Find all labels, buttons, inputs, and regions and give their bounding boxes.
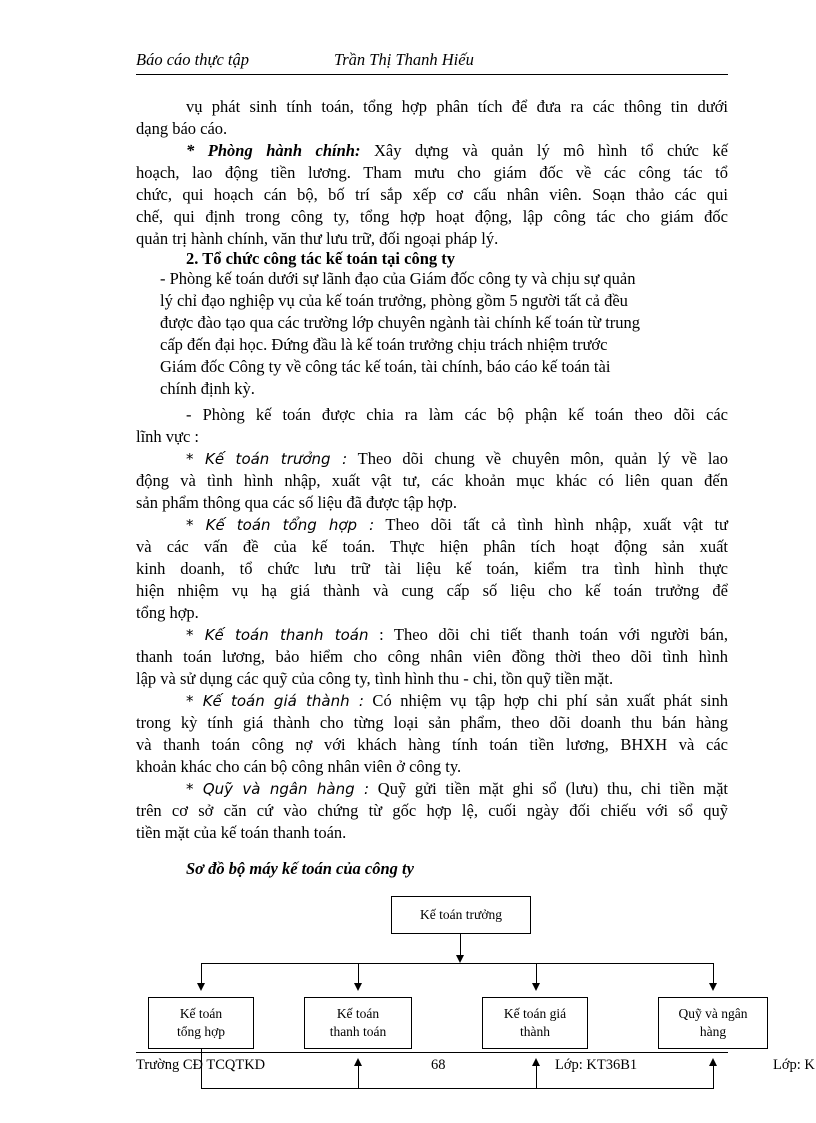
arrow-down-icon — [197, 983, 205, 991]
text-line: và thanh toán công nợ với khách hàng tính toán tiền lương, BHXH và các — [136, 735, 728, 754]
text-line: * Kế toán thanh toán : Theo dõi chi tiết thanh toán với người bán, — [186, 625, 728, 644]
node-payment-accountant: Kế toán thanh toán — [304, 997, 412, 1049]
connector-line — [536, 963, 537, 983]
connector-line — [713, 963, 714, 983]
connector-line — [201, 963, 202, 983]
arrow-down-icon — [354, 983, 362, 991]
diagram-title: Sơ đồ bộ máy kế toán của công ty — [186, 859, 414, 878]
arrow-up-icon — [354, 1058, 362, 1066]
text-line: Giám đốc Công ty về công tác kế toán, tài chính, báo cáo kế toán tài — [160, 357, 611, 376]
connector-line — [713, 1066, 714, 1088]
text-line: * Kế toán trưởng : Theo dõi chung về chuyên môn, quản lý về lao — [186, 449, 728, 468]
text-line: * Quỹ và ngân hàng : Quỹ gửi tiền mặt ghi sổ (lưu) thu, chi tiền mặt — [186, 779, 728, 798]
connector-line — [460, 933, 461, 955]
text-line: thanh toán lương, bảo hiểm cho công nhân viên đồng thời theo dõi tình hình — [136, 647, 728, 666]
text-line: sản phẩm thông qua các số liệu đã được tập hợp. — [136, 493, 458, 512]
text-line: hoạch, lao động tiền lương. Tham mưu cho giám đốc về các công tác tổ — [136, 163, 728, 182]
footer-page-number: 68 — [431, 1057, 446, 1073]
node-chief-accountant: Kế toán trưởng — [391, 896, 531, 934]
text-line: trong kỳ tính giá thành cho từng loại sản phẩm, theo dõi doanh thu bán hàng — [136, 713, 728, 732]
text-line: chức, qui hoạch cán bộ, bố trí sắp xếp cơ cấu nhân viên. Soạn thảo các qui — [136, 185, 728, 204]
header-report-title: Báo cáo thực tập — [136, 50, 250, 69]
arrow-up-icon — [709, 1058, 717, 1066]
node-cash-bank: Quỹ và ngân hàng — [658, 997, 768, 1049]
text-line: khoản khác cho cán bộ công nhân viên ở công ty. — [136, 757, 462, 776]
text-line: chính định kỳ. — [160, 379, 255, 398]
text-line: hiện nhiệm vụ hạ giá thành và cung cấp số liệu cho kế toán trưởng để — [136, 581, 728, 600]
text-line: * Kế toán tổng hợp : Theo dõi tất cả tình hình nhập, xuất vật tư — [186, 515, 728, 534]
arrow-down-icon — [709, 983, 717, 991]
text-line: vụ phát sinh tính toán, tổng hợp phân tích để đưa ra các thông tin dưới — [186, 97, 728, 116]
connector-line — [358, 963, 359, 983]
page-header — [136, 48, 728, 75]
header-author: Trần Thị Thanh Hiếu — [334, 50, 474, 69]
arrow-down-icon — [456, 955, 464, 963]
text-line: được đào tạo qua các trường lớp chuyên ngành tài chính kế toán từ trung — [160, 313, 641, 332]
text-line: động và tình hình nhập, xuất vật tư, các khoản mục khác có liên quan đến — [136, 471, 728, 490]
text-line: quản trị hành chính, văn thư lưu trữ, đối ngoại pháp lý. — [136, 229, 499, 248]
footer-class: Lớp: KT36B1 — [555, 1057, 638, 1073]
text-line: lập và sử dụng các quỹ của công ty, tình hình thu - chi, tồn quỹ tiền mặt. — [136, 669, 614, 688]
text-line: kinh doanh, tổ chức lưu trữ tài liệu kế toán, kiểm tra tình hình thực — [136, 559, 728, 578]
node-cost-accountant: Kế toán giá thành — [482, 997, 588, 1049]
text-line: lý chỉ đạo nghiệp vụ của kế toán trưởng, phòng gồm 5 người tất cả đều — [160, 291, 628, 310]
footer-rule — [136, 1052, 728, 1053]
section-heading: 2. Tổ chức công tác kế toán tại công ty — [186, 249, 455, 268]
text-line: chế, qui định trong công ty, tổng hợp hoạt động, lập công tác cho giám đốc — [136, 207, 728, 226]
text-line: lĩnh vực : — [136, 427, 200, 446]
footer-school: Trường CĐ TCQTKD — [136, 1057, 266, 1073]
text-line: - Phòng kế toán được chia ra làm các bộ phận kế toán theo dõi các — [186, 405, 728, 424]
node-general-accountant: Kế toán tổng hợp — [148, 997, 254, 1049]
text-line: * Kế toán giá thành : Có nhiệm vụ tập hợp chi phí sản xuất phát sinh — [186, 691, 728, 710]
text-line: tiền mặt của kế toán thanh toán. — [136, 823, 347, 842]
connector-line — [536, 1066, 537, 1088]
text-line: cấp đến đại học. Đứng đầu là kế toán trưởng chịu trách nhiệm trước — [160, 335, 608, 354]
arrow-down-icon — [532, 983, 540, 991]
connector-line — [201, 963, 714, 964]
footer-class-overflow: Lớp: K — [773, 1057, 815, 1073]
text-line: tổng hợp. — [136, 603, 199, 622]
connector-line — [201, 1088, 714, 1089]
text-line: trên cơ sở căn cứ vào chứng từ gốc hợp lệ, cuối ngày đối chiếu với sổ quỹ — [136, 801, 728, 820]
text-line: và các vấn đề của kế toán. Thực hiện phân tích hoạt động sản xuất — [136, 537, 728, 556]
text-line: dạng báo cáo. — [136, 119, 228, 138]
text-line: * Phòng hành chính: Xây dựng và quản lý mô hình tổ chức kế — [186, 141, 728, 160]
text-line: - Phòng kế toán dưới sự lãnh đạo của Giám đốc công ty và chịu sự quản — [160, 269, 636, 288]
arrow-up-icon — [532, 1058, 540, 1066]
connector-line — [358, 1066, 359, 1088]
